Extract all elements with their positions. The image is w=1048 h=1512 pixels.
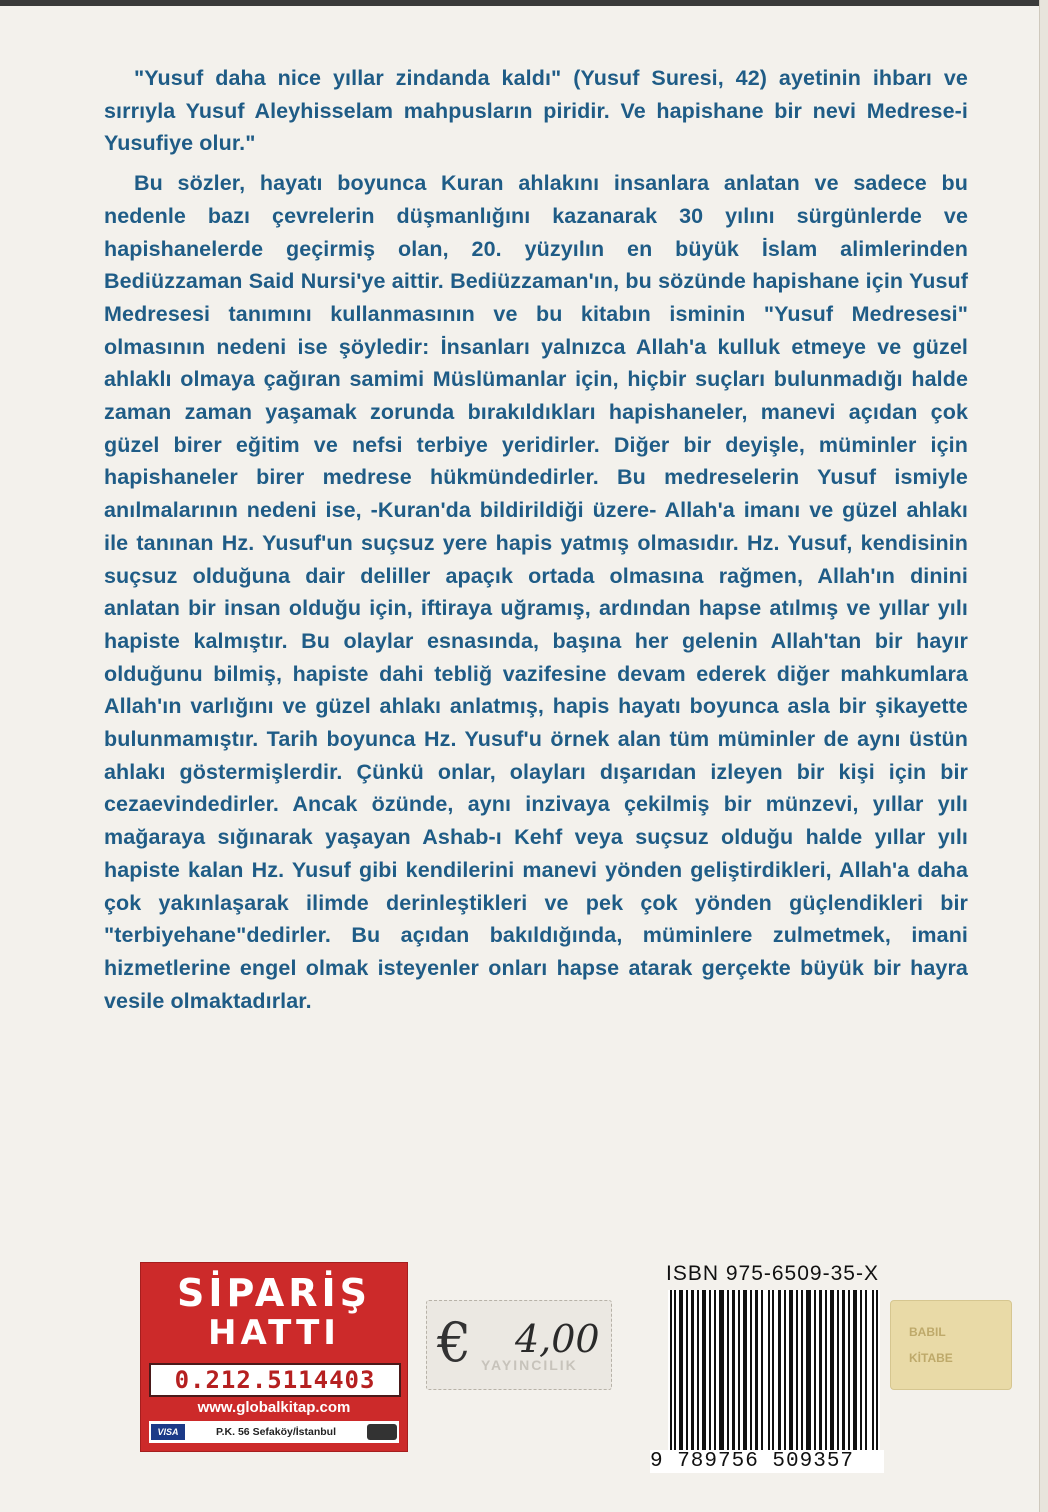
order-hotline-box — [140, 1262, 408, 1452]
right-edge — [1039, 0, 1048, 1512]
visa-card-icon: VISA — [151, 1424, 185, 1440]
isbn-label: ISBN 975-6509-35-X — [666, 1262, 879, 1285]
store-sticker — [890, 1300, 1012, 1390]
order-address: P.K. 56 Sefaköy/İstanbul — [215, 1426, 337, 1438]
main-paragraph: Bu sözler, hayatı boyunca Kuran ahlakını insanlara anlatan ve sadece bu nedenle bazı çevrelerin düşmanlığını kazanarak 30 yılını sürgünlerde ve hapishanelerde geçirmiş olan, 20. yüzyılın en büyük İslam alimlerinden Bediüzzaman Said Nursi'ye aittir. Bediüzzaman'ın, bu sözünde hapishane için Yusuf Medresesi tanımını kullanmasının ve bu kitabın isminin "Yusuf Medresesi" olmasının nedeni ise şöyledir: İnsanları yalnızca Allah'a kulluk etmeye ve güzel ahlaklı olmaya çağıran samimi Müslümanlar için, hiçbir suçları bulunmadığı halde zaman zaman yaşamak zorunda bırakıldıkları hapishaneler, manevi açıdan çok güzel birer eğitim ve nefsi terbiye yeridirler. Diğer bir deyişle, müminler için hapishaneler birer medrese hükmündedirler. Bu medreselerin Yusuf ismiyle anılmalarının nedeni ise, -Kuran'da bildirildiği üzere- Allah'a imanı ve güzel ahlakı ile tanınan Hz. Yusuf'un suçsuz yere hapis yatmış olmasıdır. Hz. Yusuf, kendisinin suçsuz olduğuna dair deliller apaçık ortada olmasına rağmen, Allah'ın dinini anlatan bir insan olduğu için, iftiraya uğramış, ardından hapse atılmış ve yıllar yılı hapiste kalmıştır. Bu olaylar esnasında, başına her gelenin Allah'tan bir hayır olduğunu bilmiş, hapiste dahi tebliğ vazifesine devam ederek diğer mahkumlara Allah'ın varlığını ve güzel ahlakı anlatmış, hapis hayatı boyunca asla bir şikayette bulunmamıştır. Tarih boyunca Hz. Yusuf'u örnek alan tüm müminler de aynı üstün ahlakı göstermişlerdir. Çünkü onlar, olayları dışarıdan izleyen bir kişi için bir cezaevindedirler. Ancak özünde, aynı inzivaya çekilmiş bir münzevi, yıllar yılı mağaraya sığınarak yaşayan Ashab-ı Kehf veya suçsuz olduğu halde yıllar yılı hapiste kalan Hz. Yusuf gibi kendilerini manevi yönden geliştirdikleri, Allah'a daha çok yakınlaşarak ilimde derinleştikleri ve pek çok yönden güçlendikleri bir "terbiyehane"dedirler. Bu açıdan bakıldığında, müminlere zulmetmek, imani hizmetlerine engel olmak isteyenler onları hapse atarak gerçekte büyük bir hayra vesile olmaktadırlar. — [104, 171, 968, 1013]
euro-symbol: € — [437, 1311, 472, 1374]
order-address-bar — [149, 1421, 399, 1443]
price-value: 4,00 — [515, 1317, 600, 1361]
order-website: www.globalkitap.com — [197, 1399, 351, 1416]
order-title: SİPARİŞ — [176, 1271, 372, 1315]
order-phone-number: 0.212.5114403 — [149, 1363, 401, 1397]
store-sticker-line2: KİTABE — [909, 1351, 953, 1365]
top-edge — [0, 0, 1048, 6]
barcode-image — [668, 1290, 880, 1472]
quote-paragraph: "Yusuf daha nice yıllar zindanda kaldı" (Yusuf Suresi, 42) ayetinin ihbarı ve sırrıyla Yusuf Aleyhisselam mahpusların piridir. Ve hapishane bir nevi Medrese-i Yusufiye olur." — [104, 66, 968, 156]
order-subtitle: HATTI — [208, 1313, 340, 1353]
credit-card-icon — [367, 1424, 397, 1440]
publisher-stamp: YAYINCILIK — [481, 1357, 578, 1373]
barcode-number: 9 789756 509357 — [650, 1450, 884, 1473]
price-sticker — [426, 1300, 612, 1390]
store-sticker-line1: BABIL — [909, 1325, 946, 1339]
back-cover-text — [104, 62, 968, 1024]
